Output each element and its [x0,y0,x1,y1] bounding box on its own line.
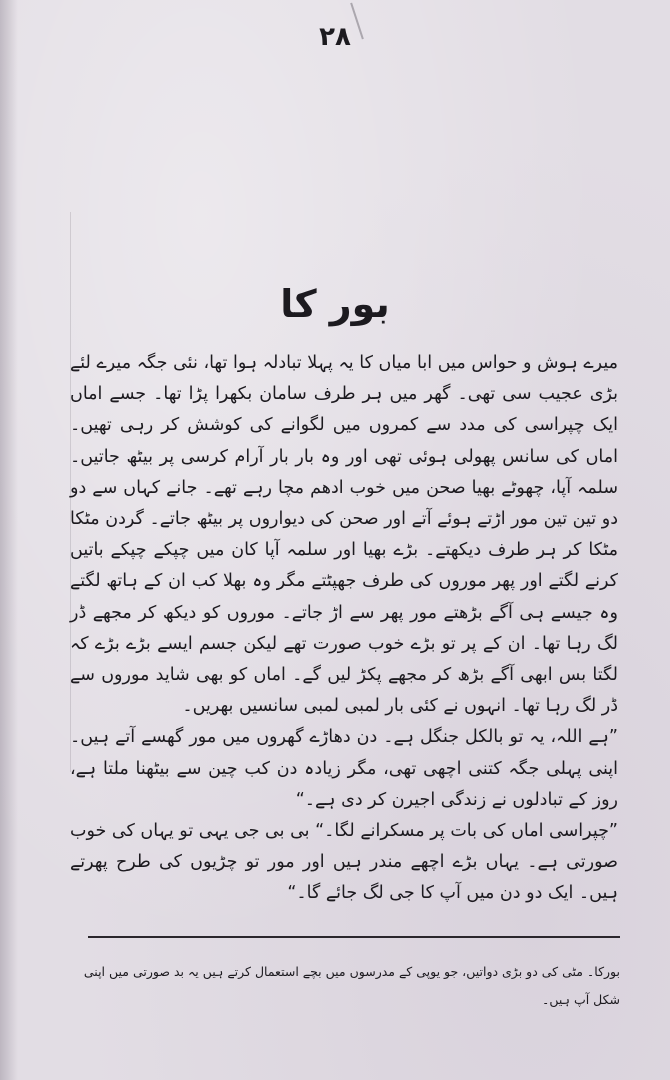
paragraph: ”چپراسی اماں کی بات پر مسکرانے لگا۔“ بی بی جی یہی تو یہاں کی خوب صورتی ہے۔ یہاں بڑے اچھے مندر ہیں اور مور تو چڑیوں کی طرح پھرتے ہیں۔ ایک دو دن میں آپ کا جی لگ جائے گا۔“ [70,821,618,904]
page-number: ۲۸ [319,22,351,52]
chapter-title: بور کا [280,282,390,326]
body-text [70,348,618,910]
footnote: بورکا۔ مٹی کی دو بڑی دواتیں، جو یوپی کے مدرسوں میں بچے استعمال کرتے ہیں یہ بد صورتی میں اپنی شکل آپ ہیں۔ [83,964,620,1007]
page-binding-shadow [0,0,18,1080]
footnote-divider [88,936,620,938]
paragraph: ”ہے اللہ، یہ تو بالکل جنگل ہے۔ دن دھاڑے گھروں میں مور گھسے آتے ہیں۔ اپنی پہلی جگہ کتنی اچھی تھی، مگر زیادہ دن کب چین سے بیٹھنا ملتا ہے، روز کے تبادلوں نے زندگی اجیرن کر دی ہے۔“ [70,727,618,810]
paragraph: میرے ہوش و حواس میں ابا میاں کا یہ پہلا تبادلہ ہوا تھا، نئی جگہ میرے لئے بڑی عجیب سی تھی۔ گھر میں ہر طرف سامان بکھرا پڑا تھا۔ جسے اماں ایک چپراسی کی مدد سے کمروں میں لگوانے کی کوشش کر رہی تھیں۔ اماں کی سانس پھولی ہوئی تھی اور وہ بار بار آرام کرسی پر بیٹھ جاتیں۔ سلمہ آپا، چھوٹے بھیا صحن میں خوب ادھم مچا رہے تھے۔ جانے کہاں سے دو دو تین تین مور اڑتے ہوئے آتے اور صحن کی دیواروں پر بیٹھ جاتے۔ گردن مٹکا مٹکا کر ہر طرف دیکھتے۔ بڑے بھیا اور سلمہ آپا کان میں چپکے چپکے باتیں کرنے لگتے اور پھر موروں کی طرف جھپٹتے مگر وہ بھلا کب ان کے ہاتھ لگتے وہ جیسے ہی آگے بڑھتے مور پھر سے اڑ جاتے۔ موروں کو دیکھ کر مجھے ڈر لگ رہا تھا۔ ان کے پر تو بڑے خوب صورت تھے لیکن جسم ایسے بڑے بڑے کہ لگتا بس ابھی آگے بڑھ کر مجھے پکڑ لیں گے۔ اماں کو بھی شاید موروں سے ڈر لگ رہا تھا۔ انہوں نے کئی بار لمبی لمبی سانسیں بھریں۔ [70,353,618,717]
